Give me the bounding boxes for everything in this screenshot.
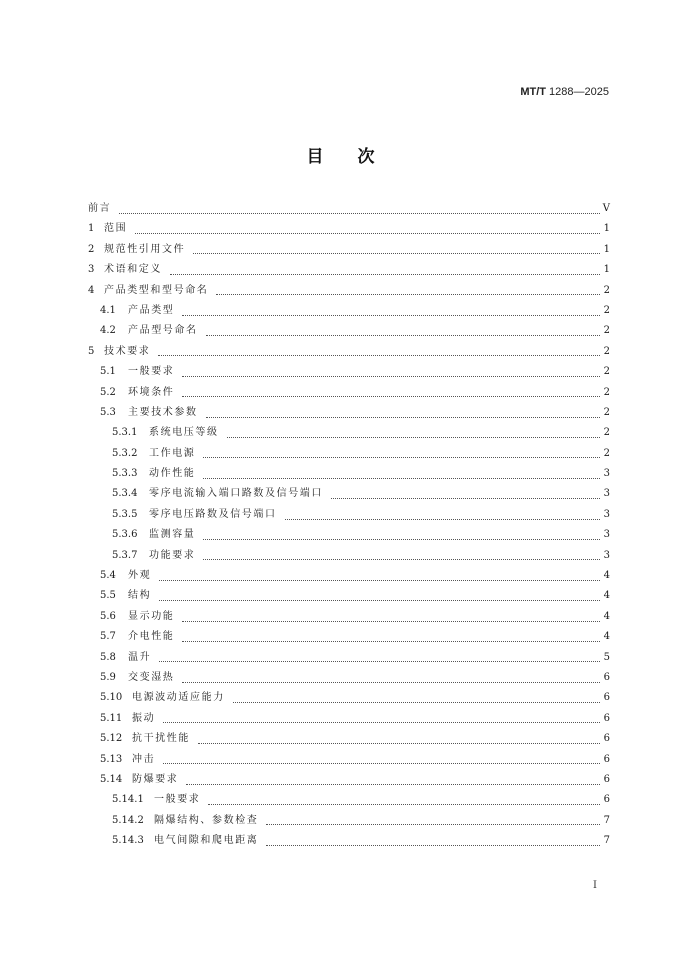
toc-entry-number: 5.9 [100, 671, 116, 683]
toc-entry[interactable] [88, 546, 610, 566]
toc-entry-label: 零序电流输入端口路数及信号端口 [149, 488, 323, 500]
toc-entry-number: 5.7 [100, 631, 116, 643]
table-of-contents [88, 199, 610, 852]
toc-entry-label: 电气间隙和爬电距离 [154, 835, 259, 847]
toc-entry[interactable] [88, 403, 610, 423]
toc-entry-number: 5 [88, 345, 95, 357]
toc-entry-number: 5.3.1 [112, 427, 138, 439]
toc-entry-number: 5.10 [100, 692, 123, 704]
toc-entry-label: 术语和定义 [104, 264, 162, 276]
toc-entry-label: 技术要求 [104, 345, 151, 357]
toc-entry-number: 5.5 [100, 590, 116, 602]
toc-entry-page: 3 [603, 529, 610, 541]
toc-leader-dots [182, 307, 600, 316]
toc-entry[interactable] [88, 790, 610, 810]
toc-leader-dots [186, 776, 600, 785]
toc-entry-label: 介电性能 [128, 631, 175, 643]
toc-entry[interactable] [88, 648, 610, 668]
toc-entry[interactable] [88, 464, 610, 484]
toc-entry-label: 外观 [128, 570, 152, 582]
toc-entry-label: 监测容量 [149, 529, 196, 541]
toc-entry-page: 4 [603, 631, 610, 643]
toc-leader-dots [266, 816, 600, 825]
toc-entry-label: 温升 [128, 651, 152, 663]
toc-entry-page: 3 [603, 468, 610, 480]
toc-entry-number: 5.14 [100, 773, 123, 785]
toc-entry-page: 2 [603, 427, 610, 439]
toc-entry[interactable] [88, 321, 610, 341]
toc-entry[interactable] [88, 301, 610, 321]
toc-entry-number: 5.3.3 [112, 468, 138, 480]
toc-entry-page: 3 [603, 488, 610, 500]
toc-leader-dots [159, 572, 600, 581]
toc-entry-page: 2 [603, 386, 610, 398]
toc-entry-number: 4.2 [100, 325, 116, 337]
toc-entry-number: 5.1 [100, 366, 116, 378]
toc-entry-page: 6 [603, 671, 610, 683]
toc-entry[interactable] [88, 383, 610, 403]
toc-leader-dots [163, 714, 600, 723]
toc-leader-dots [227, 429, 600, 438]
toc-entry-page: 2 [603, 284, 610, 296]
standard-number: 1288—2025 [549, 86, 609, 98]
toc-leader-dots [193, 245, 600, 254]
standard-code [520, 86, 609, 98]
toc-leader-dots [285, 511, 600, 520]
toc-entry-page: 4 [603, 570, 610, 582]
toc-entry-page: 1 [603, 243, 610, 255]
toc-entry-label: 功能要求 [149, 549, 196, 561]
toc-leader-dots [203, 449, 600, 458]
toc-entry-label: 冲击 [132, 753, 156, 765]
toc-leader-dots [331, 490, 600, 499]
toc-entry[interactable] [88, 505, 610, 525]
toc-entry[interactable] [88, 586, 610, 606]
toc-entry[interactable] [88, 607, 610, 627]
toc-entry[interactable] [88, 423, 610, 443]
toc-entry-number: 2 [88, 243, 95, 255]
toc-entry-page: 6 [603, 712, 610, 724]
toc-entry-page: 6 [603, 794, 610, 806]
toc-entry-page: 5 [603, 651, 610, 663]
toc-entry-page: 4 [603, 590, 610, 602]
toc-entry-label: 零序电压路数及信号端口 [149, 508, 277, 520]
toc-entry[interactable] [88, 444, 610, 464]
toc-entry-number: 5.6 [100, 610, 116, 622]
toc-entry-number: 5.3.5 [112, 508, 138, 520]
toc-entry-page: 4 [603, 610, 610, 622]
toc-entry-label: 系统电压等级 [149, 427, 219, 439]
toc-entry-label: 隔爆结构、参数检查 [154, 814, 259, 826]
toc-entry-page: 3 [603, 549, 610, 561]
toc-entry-number: 5.11 [100, 712, 123, 724]
toc-entry[interactable] [88, 811, 610, 831]
toc-entry-number: 3 [88, 264, 95, 276]
toc-entry-label: 动作性能 [149, 468, 196, 480]
toc-leader-dots [159, 592, 600, 601]
toc-entry-number: 5.14.2 [112, 814, 144, 826]
toc-entry-number: 5.13 [100, 753, 123, 765]
toc-entry-label: 产品型号命名 [128, 325, 198, 337]
toc-entry[interactable] [88, 831, 610, 851]
toc-leader-dots [182, 633, 600, 642]
toc-entry-number: 5.3.6 [112, 529, 138, 541]
toc-leader-dots [182, 368, 600, 377]
toc-entry[interactable] [88, 525, 610, 545]
toc-entry-page: 1 [603, 223, 610, 235]
toc-entry[interactable] [88, 729, 610, 749]
toc-entry-label: 环境条件 [128, 386, 175, 398]
toc-entry-page: 2 [603, 366, 610, 378]
toc-entry-label: 显示功能 [128, 610, 175, 622]
toc-leader-dots [182, 674, 600, 683]
toc-entry-number: 5.14.1 [112, 794, 144, 806]
toc-entry[interactable] [88, 484, 610, 504]
toc-leader-dots [233, 694, 600, 703]
toc-entry[interactable] [88, 240, 610, 260]
toc-entry[interactable] [88, 709, 610, 729]
toc-entry[interactable] [88, 281, 610, 301]
toc-entry-number: 5.4 [100, 570, 116, 582]
toc-entry-number: 5.3.2 [112, 447, 138, 459]
toc-leader-dots [203, 470, 600, 479]
toc-entry-number: 1 [88, 223, 95, 235]
toc-entry-page: 2 [603, 345, 610, 357]
toc-entry-page: 1 [603, 264, 610, 276]
toc-entry-number: 5.3.7 [112, 549, 138, 561]
toc-entry-page: 7 [603, 835, 610, 847]
toc-leader-dots [203, 551, 600, 560]
toc-entry-page: 2 [603, 325, 610, 337]
toc-leader-dots [182, 388, 600, 397]
toc-entry-page: 6 [603, 753, 610, 765]
toc-entry[interactable] [88, 219, 610, 239]
standard-prefix: MT/T [520, 86, 546, 98]
toc-entry[interactable] [88, 342, 610, 362]
page-title: 目次 [306, 147, 409, 167]
toc-entry-label: 一般要求 [128, 366, 175, 378]
toc-entry-number: 5.12 [100, 733, 123, 745]
toc-entry-label: 交变湿热 [128, 671, 175, 683]
toc-entry-label: 主要技术参数 [128, 406, 198, 418]
toc-leader-dots [163, 755, 600, 764]
toc-entry-number: 5.2 [100, 386, 116, 398]
toc-entry[interactable] [88, 199, 610, 219]
toc-entry[interactable] [88, 260, 610, 280]
toc-entry-number: 4 [88, 284, 95, 296]
toc-leader-dots [182, 613, 600, 622]
toc-entry[interactable] [88, 770, 610, 790]
toc-entry-label: 结构 [128, 590, 152, 602]
toc-leader-dots [170, 266, 600, 275]
toc-entry-label: 工作电源 [149, 447, 196, 459]
toc-leader-dots [206, 409, 600, 418]
toc-entry-label: 产品类型和型号命名 [104, 284, 209, 296]
toc-leader-dots [208, 796, 600, 805]
toc-entry-label: 防爆要求 [132, 773, 179, 785]
toc-entry[interactable] [88, 566, 610, 586]
toc-leader-dots [159, 653, 600, 662]
toc-entry-page: 2 [603, 447, 610, 459]
toc-entry-label: 电源波动适应能力 [132, 692, 225, 704]
toc-entry-page: 6 [603, 692, 610, 704]
toc-leader-dots [266, 837, 600, 846]
toc-leader-dots [158, 347, 600, 356]
toc-entry[interactable] [88, 627, 610, 647]
toc-entry-page: V [602, 203, 610, 214]
toc-entry-page: 2 [603, 406, 610, 418]
toc-leader-dots [119, 205, 600, 214]
toc-entry[interactable] [88, 362, 610, 382]
toc-entry[interactable] [88, 750, 610, 770]
toc-entry-page: 6 [603, 733, 610, 745]
toc-leader-dots [216, 286, 600, 295]
toc-entry[interactable] [88, 688, 610, 708]
toc-entry-label: 规范性引用文件 [104, 243, 186, 255]
toc-leader-dots [206, 327, 600, 336]
toc-entry-label: 范围 [104, 223, 128, 235]
toc-entry-page: 3 [603, 508, 610, 520]
toc-entry-number: 5.8 [100, 651, 116, 663]
toc-entry-page: 2 [603, 304, 610, 316]
toc-leader-dots [203, 531, 600, 540]
toc-entry-page: 6 [603, 773, 610, 785]
toc-entry-label: 产品类型 [128, 304, 175, 316]
toc-entry[interactable] [88, 668, 610, 688]
toc-entry-number: 4.1 [100, 304, 116, 316]
page-folio: I [593, 880, 597, 891]
toc-entry-number: 5.3 [100, 406, 116, 418]
toc-entry-label: 前言 [88, 203, 112, 214]
toc-entry-number: 5.3.4 [112, 488, 138, 500]
toc-leader-dots [135, 225, 600, 234]
toc-entry-label: 抗干扰性能 [132, 733, 190, 745]
toc-leader-dots [198, 735, 600, 744]
toc-entry-number: 5.14.3 [112, 835, 144, 847]
toc-entry-label: 振动 [132, 712, 156, 724]
toc-entry-label: 一般要求 [154, 794, 201, 806]
toc-entry-page: 7 [603, 814, 610, 826]
